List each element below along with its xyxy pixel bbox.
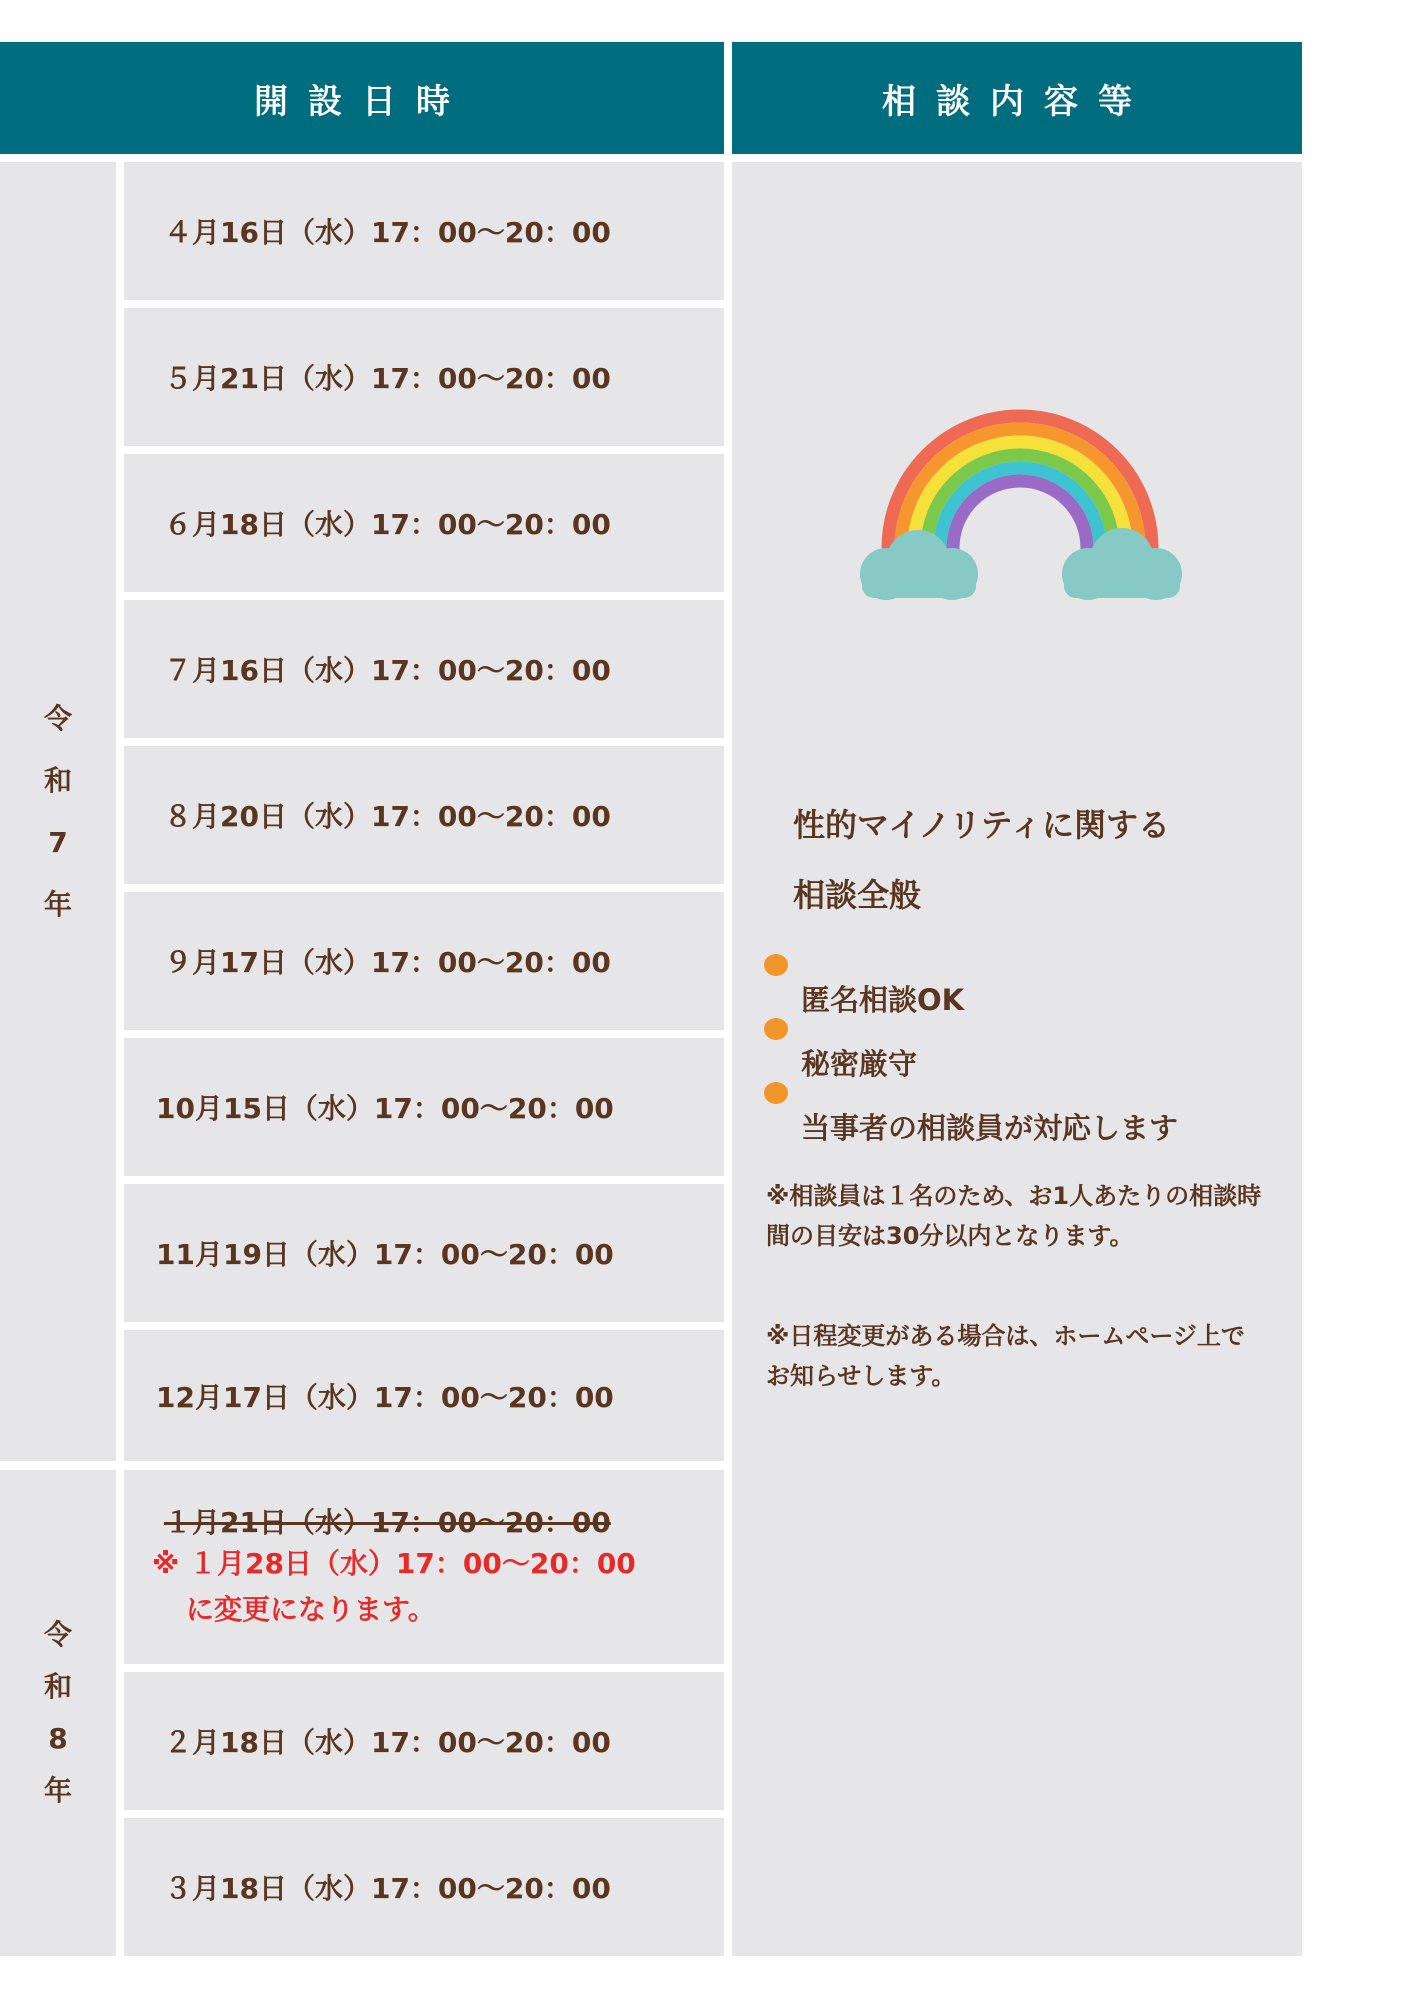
bullet-peer-counselor: 当事者の相談員が対応します: [801, 1111, 1179, 1145]
era-char: 令: [43, 701, 72, 735]
bullet-confidential: 秘密厳守: [801, 1047, 918, 1081]
heading-line-1: 性的マイノリティに関する: [793, 806, 1170, 844]
schedule-row-nov: 11月19日（水）17：00〜20：00: [124, 1184, 724, 1322]
bullet-dot-icon: [764, 1082, 788, 1104]
schedule-row-feb: ２月18日（水）17：00〜20：00: [124, 1672, 724, 1810]
bullet-dot-icon: [764, 954, 788, 976]
schedule-row-mar: ３月18日（水）17：00〜20：00: [124, 1818, 724, 1956]
schedule-row-aug: ８月20日（水）17：00〜20：00: [124, 746, 724, 884]
era-reiwa-8: [0, 1470, 116, 1956]
bullet-anonymous: 匿名相談OK: [801, 983, 965, 1017]
schedule-row-dec: 12月17日（水）17：00〜20：00: [124, 1330, 724, 1461]
header-content: 相談内容等: [732, 42, 1302, 154]
era-char: 年: [43, 887, 72, 921]
note-time-limit: ※相談員は１名のため、お1人あたりの相談時間の目安は30分以内となります。: [766, 1182, 1262, 1250]
schedule-row-oct: 10月15日（水）17：00〜20：00: [124, 1038, 724, 1176]
date-change-notice-cont: に変更になります。: [186, 1593, 436, 1626]
bullet-dot-icon: [764, 1018, 788, 1040]
era-char: 和: [43, 763, 72, 797]
era-reiwa-7: [0, 162, 116, 1461]
schedule-row-jan: [124, 1470, 724, 1664]
rainbow-icon: [840, 398, 1200, 618]
schedule-row-jul: ７月16日（水）17：00〜20：00: [124, 600, 724, 738]
date-change-notice: ※ １月28日（水）17：00〜20：00: [152, 1547, 636, 1580]
heading-line-2: 相談全般: [793, 876, 922, 914]
schedule-row-jun: ６月18日（水）17：00〜20：00: [124, 454, 724, 592]
schedule-row-sep: ９月17日（水）17：00〜20：00: [124, 892, 724, 1030]
era-char: 年: [43, 1774, 72, 1807]
original-date-struck: １月21日（水）17：00〜20：00: [164, 1506, 611, 1539]
era-char: 和: [43, 1670, 72, 1703]
schedule-row-apr: ４月16日（水）17：00〜20：00: [124, 162, 724, 300]
content-heading: [793, 790, 1170, 930]
era-char: 7: [48, 825, 68, 859]
schedule-row-may: ５月21日（水）17：00〜20：00: [124, 308, 724, 446]
note-schedule-change: ※日程変更がある場合は、ホームページ上でお知らせします。: [766, 1322, 1245, 1390]
era-char: 8: [48, 1722, 68, 1755]
era-char: 令: [43, 1618, 72, 1651]
header-schedule: 開設日時: [0, 42, 724, 154]
